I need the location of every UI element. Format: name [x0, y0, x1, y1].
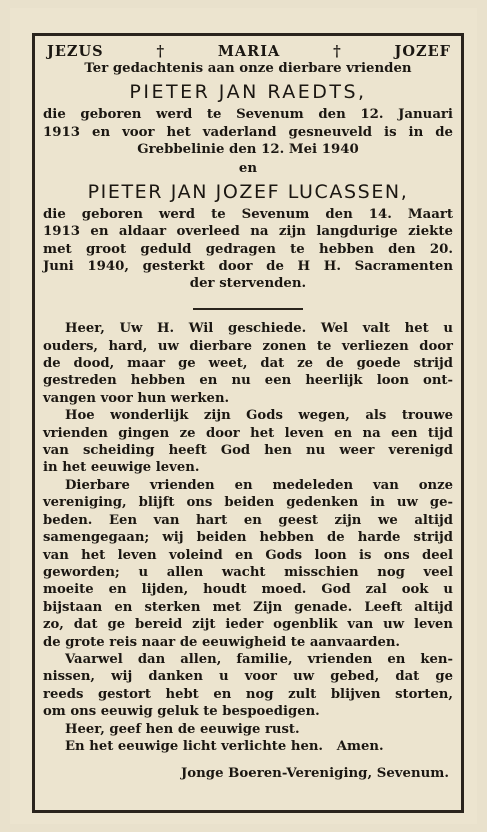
text-line: bijstaan en sterken met Zijn genade. Leeft altijd: [43, 599, 453, 615]
person1-details: [43, 106, 453, 158]
paragraph: [43, 477, 453, 651]
detail-line: Grebbelinie den 12. Mei 1940: [137, 141, 359, 157]
text-line: moeite en lijden, houdt moed. God zal ook u: [43, 582, 453, 598]
paragraph: [43, 738, 453, 755]
divider: [193, 308, 303, 310]
text-line: beden. Een van hart en geest zijn we altijd: [43, 512, 453, 528]
text-line: nissen, wij danken u voor uw gebed, dat ge: [43, 669, 453, 685]
detail-line: der stervenden.: [189, 276, 307, 292]
text-line: de dood, maar ge weet, dat ze de goede strijd: [43, 356, 453, 372]
text-line: gestreden hebben en nu een heerlijk loon ont-: [43, 373, 453, 389]
text-line: in het eeuwige leven.: [43, 460, 200, 476]
detail-line: die geboren werd te Sevenum den 12. Januari: [43, 107, 453, 123]
cross-icon: †: [333, 43, 342, 60]
holy-names-header: [43, 43, 453, 60]
header-jozef: JOZEF: [394, 43, 451, 60]
detail-line: 1913 en voor het vaderland gesneuveld is in de: [43, 124, 453, 140]
text-line: Heer, Uw H. Wil geschiede. Wel valt het u: [65, 321, 453, 337]
text-line: ouders, hard, uw dierbare zonen te verliezen door: [43, 338, 453, 354]
header-jezus: JEZUS: [47, 43, 104, 60]
text-line: Dierbare vrienden en medeleden van onze: [65, 477, 453, 493]
person2-details: [43, 206, 453, 292]
prayer-text: [43, 320, 453, 755]
card-content: [43, 36, 453, 810]
text-line: om ons eeuwig geluk te bespoedigen.: [43, 704, 320, 720]
paragraph: [43, 721, 453, 738]
paragraph: [43, 320, 453, 407]
text-line: vrienden gingen ze door het leven en na een tijd: [43, 425, 453, 441]
person2-name: PIETER JAN JOZEF LUCASSEN,: [87, 181, 409, 204]
text-line: zo, dat ge bereid zijt ieder ogenblik van uw leven: [43, 617, 453, 633]
detail-line: 1913 en aldaar overleed na zijn langdurige ziekte: [43, 224, 453, 240]
header-maria: MARIA: [217, 43, 281, 60]
detail-line: die geboren werd te Sevenum den 14. Maart: [43, 207, 453, 223]
detail-line: met groot geduld gedragen te hebben den 20.: [43, 241, 453, 257]
paragraph: [43, 651, 453, 721]
text-line: vangen voor hun werken.: [43, 390, 230, 406]
text-line: geworden; u allen wacht misschien nog veel: [43, 564, 453, 580]
text-line: reeds gestort hebt en nog zult blijven storten,: [43, 686, 453, 702]
text-line: van het leven voleind en Gods loon is ons deel: [43, 547, 453, 563]
paragraph: [43, 407, 453, 477]
connector-en: en: [238, 161, 258, 177]
cross-icon: †: [156, 43, 166, 60]
person1-name: PIETER JAN RAEDTS,: [129, 81, 367, 104]
text-line: Hoe wonderlijk zijn Gods wegen, als trouwe: [65, 408, 453, 424]
signature: Jonge Boeren-Vereniging, Sevenum.: [180, 766, 449, 782]
intro-line: Ter gedachtenis aan onze dierbare vrienden: [84, 61, 412, 77]
card-border: [32, 33, 464, 813]
text-line: de grote reis naar de eeuwigheid te aanvaarden.: [43, 634, 401, 650]
text-line: vereniging, blijft ons beiden gedenken in uw ge-: [43, 495, 453, 511]
text-line: Vaarwel dan allen, familie, vrienden en ken-: [65, 651, 453, 667]
text-line: van scheiding heeft God hen nu weer verenigd: [43, 443, 453, 459]
memorial-card: [10, 8, 477, 824]
text-line: Heer, geef hen de eeuwige rust.: [65, 721, 300, 737]
detail-line: Juni 1940, gesterkt door de H H. Sacramenten: [43, 258, 453, 274]
text-line: En het eeuwige licht verlichte hen. Amen.: [65, 738, 384, 754]
text-line: samengegaan; wij beiden hebben de harde strijd: [43, 530, 453, 546]
